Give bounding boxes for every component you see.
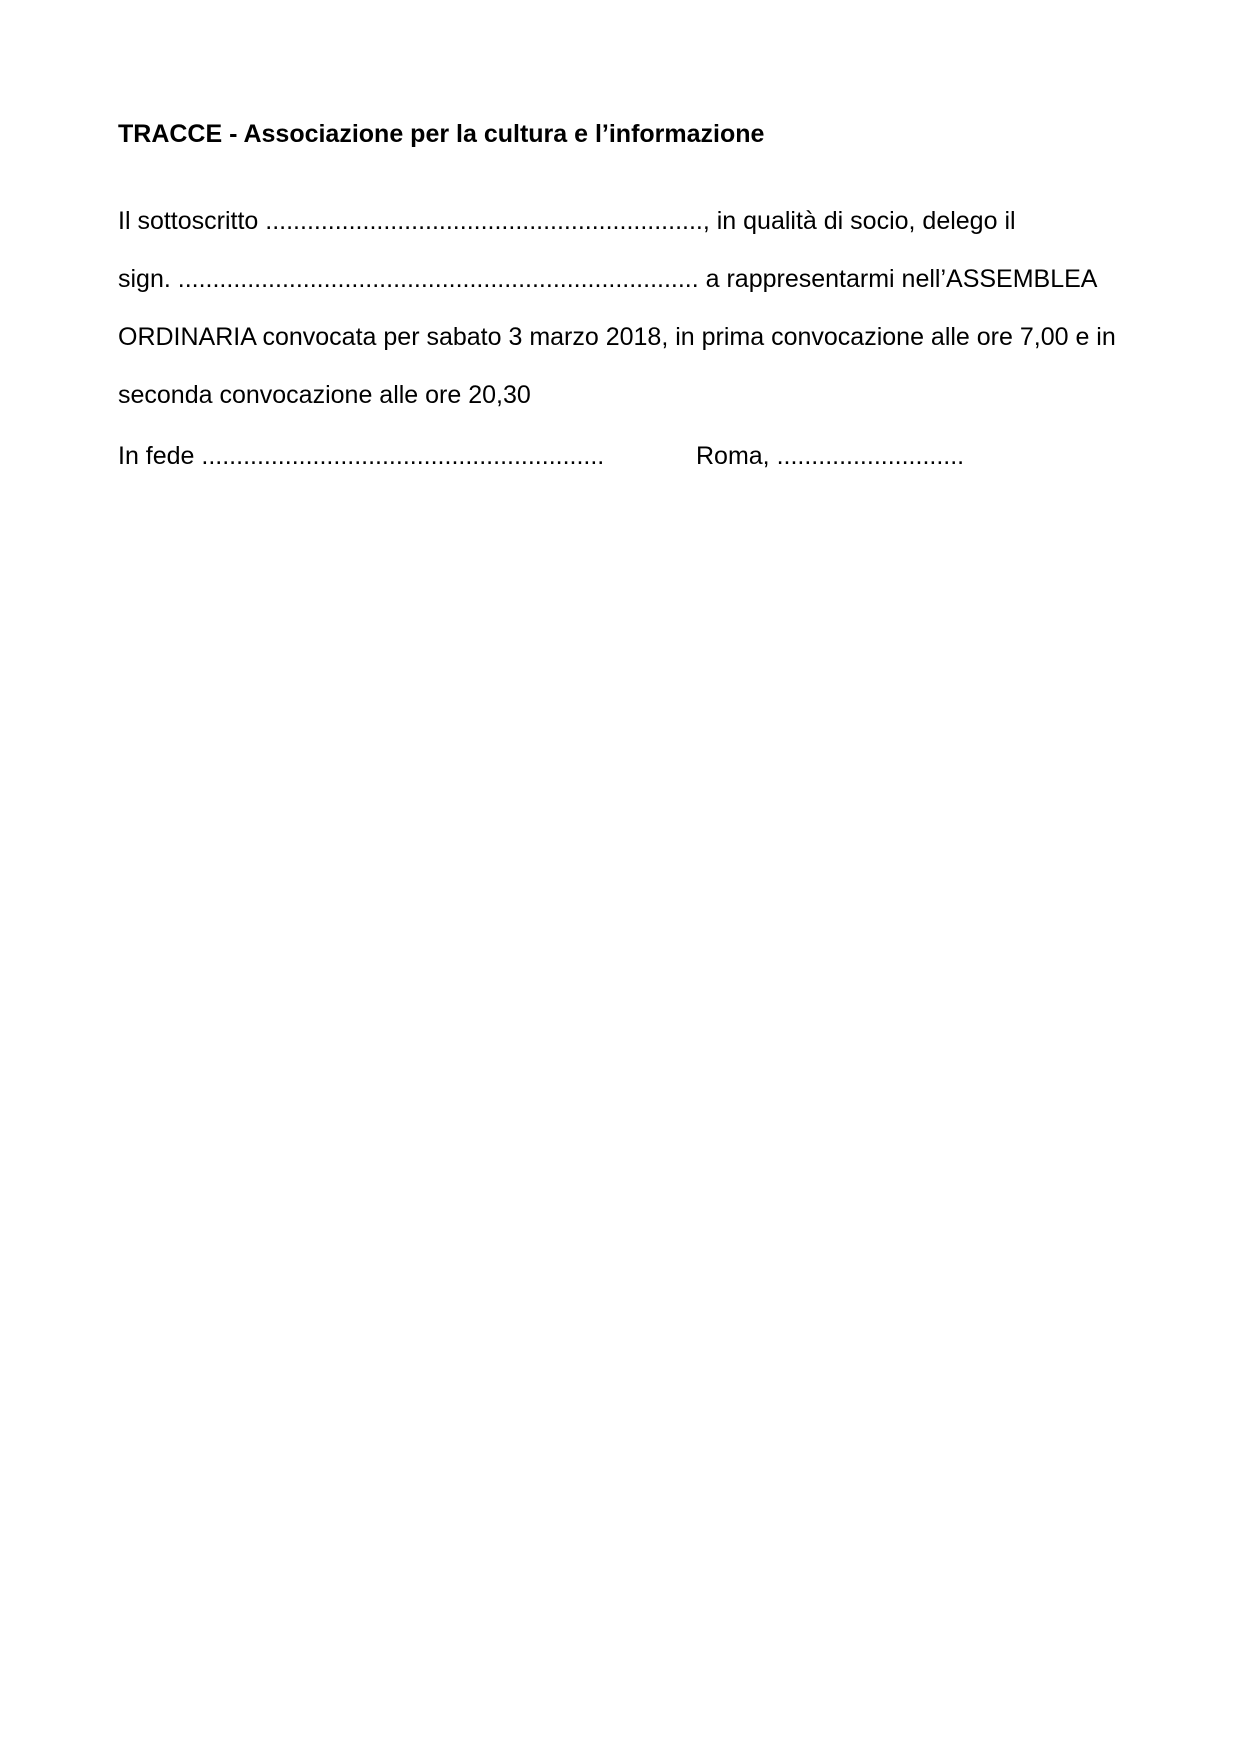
delegation-line-1: Il sottoscritto ..............................................................., in qualità di socio, delego il bbox=[118, 207, 1016, 235]
document-title: TRACCE - Associazione per la cultura e l’informazione bbox=[118, 120, 765, 148]
delegation-line-3: ORDINARIA convocata per sabato 3 marzo 2018, in prima convocazione alle ore 7,00 e in bbox=[118, 323, 1116, 351]
delegation-line-4: seconda convocazione alle ore 20,30 bbox=[118, 381, 531, 409]
signature-line: In fede .......................................................... bbox=[118, 442, 605, 470]
delegation-line-2: sign. ........................................................................... a rappresentarmi nell’ASSEMBLEA bbox=[118, 265, 1098, 293]
place-date-line: Roma, ........................... bbox=[696, 442, 965, 470]
